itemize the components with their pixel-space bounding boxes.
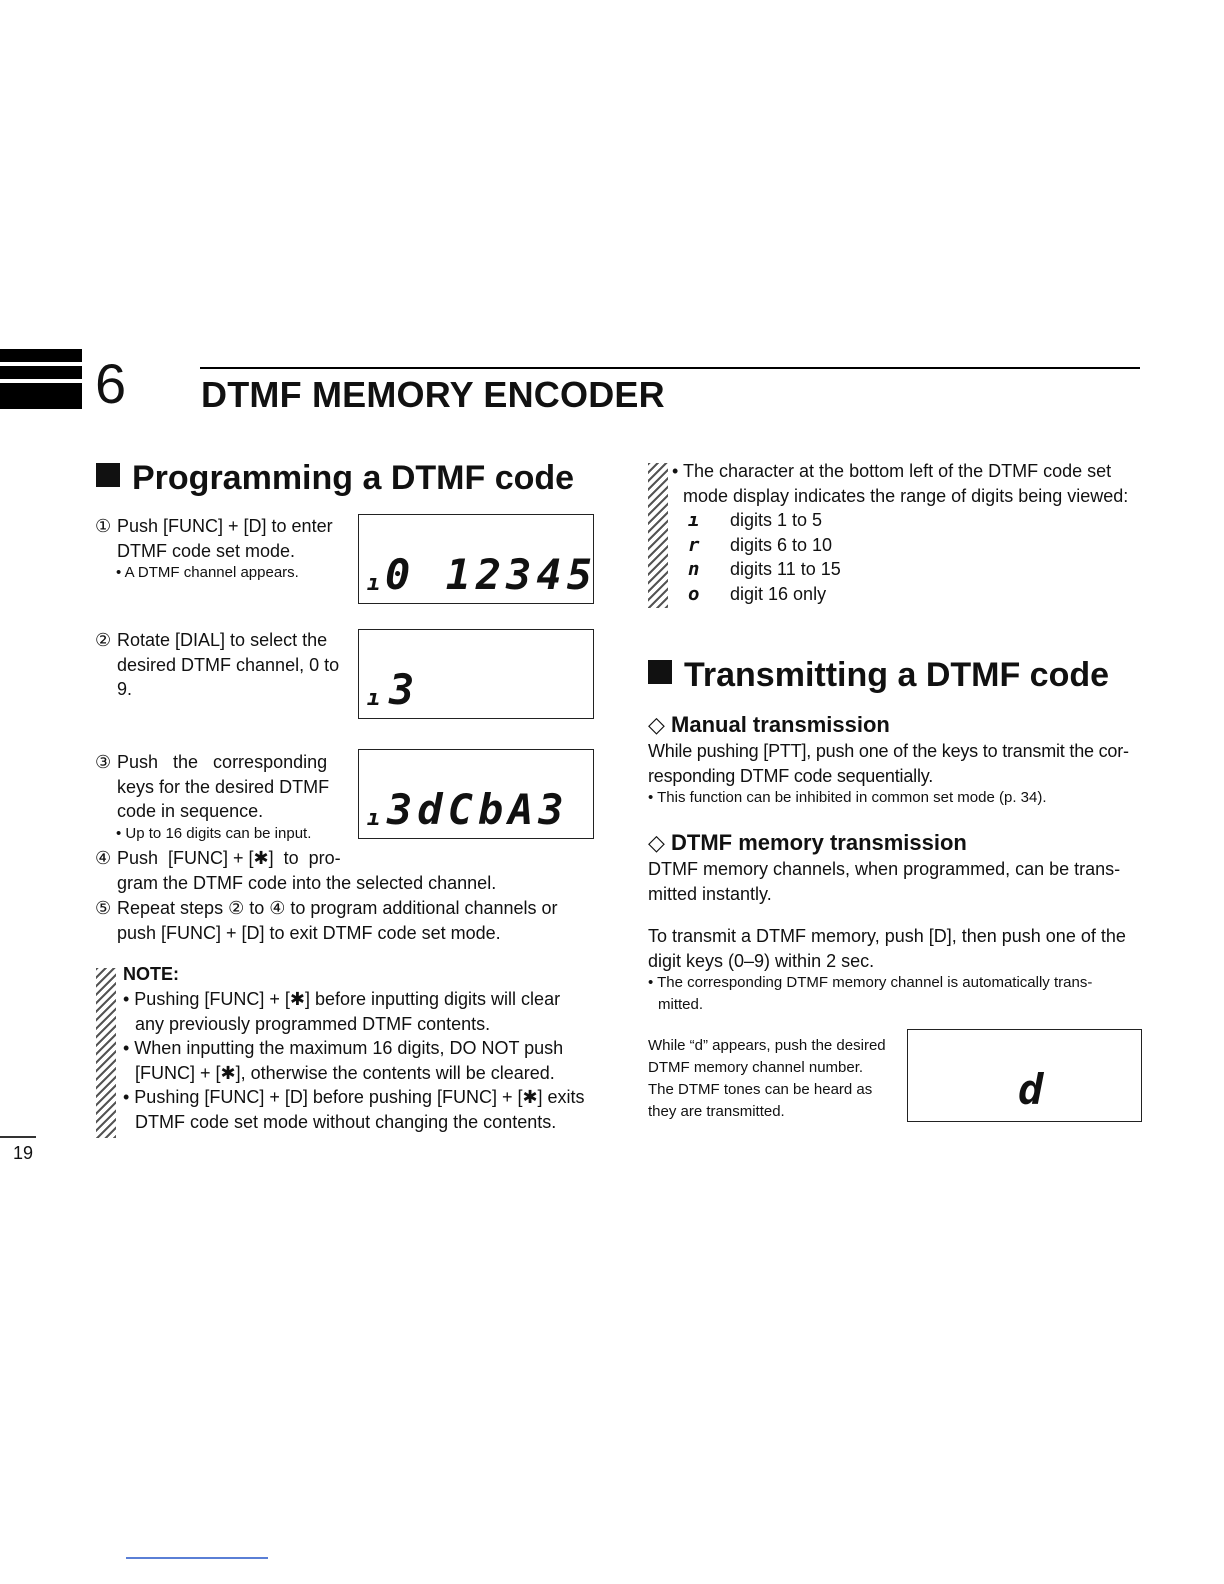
lcd-value: 3 [389,665,420,714]
range-text: digits 11 to 15 [730,559,841,579]
memory-transmission-steps [648,924,1168,973]
section-title-text: Transmitting a DTMF code [684,656,1110,694]
chapter-tab-bar-middle [0,366,82,379]
step-text: Push [FUNC] + [D] to enter [117,516,333,536]
step-text: Repeat steps ② to ④ to program additional channels or [117,898,558,918]
note-line: mitted. [658,996,704,1013]
body-line: digit keys (0–9) within 2 sec. [648,950,875,971]
range-text: digits 1 to 5 [730,510,823,530]
step-text: desired DTMF channel, 0 to [117,654,340,675]
chapter-title: DTMF MEMORY ENCODER [201,374,665,415]
manual-transmission-text [648,739,1168,788]
step-text: 9. [117,679,133,699]
range-symbol: ı [688,509,700,531]
memory-display-caption [648,1035,906,1123]
lcd-display-2 [358,629,594,719]
lcd-value: 3dCbA3 [387,785,569,834]
note-list [123,987,613,1134]
digit-range-row [672,508,1152,533]
memory-transmission-text [648,857,1168,906]
step-5 [95,896,615,945]
digit-range-info [672,459,1152,606]
note-item: • When inputting the maximum 16 digits, DO NOT push [123,1038,564,1058]
body-line: To transmit a DTMF memory, push [D], then push one of the [648,926,1126,946]
section-title-transmitting [648,655,1109,695]
note-hatch-marker [96,968,116,1138]
lcd-value: 0 12345 [385,550,598,599]
digit-range-intro: mode display indicates the range of digits being viewed: [683,485,1129,506]
digit-range-intro: • The character at the bottom left of the DTMF code set [672,461,1112,481]
chapter-tab-bar-top [0,349,82,362]
info-hatch-marker [648,463,668,608]
step-number: ② [95,630,112,650]
step-text: Rotate [DIAL] to select the [117,630,328,650]
step-number: ③ [95,752,112,772]
body-line: mitted instantly. [648,883,772,904]
step-2 [95,628,357,702]
caption-line: they are transmitted. [648,1103,785,1120]
step-number: ④ [95,848,112,868]
page-number: 19 [13,1143,34,1163]
footer-rule [0,1136,36,1138]
body-line: responding DTMF code sequentially. [648,765,934,786]
chapter-number: 6 [95,352,127,415]
memory-transmission-heading: ◇ DTMF memory transmission [648,830,967,855]
lcd-range-indicator: ı [367,806,381,831]
section-title-programming [96,458,574,498]
chapter-rule [200,367,1140,369]
step-1-note: • A DTMF channel appears. [116,564,299,581]
lcd-display-memory [907,1029,1142,1122]
lcd-value: d [1018,1065,1049,1114]
range-text: digits 6 to 10 [730,534,833,555]
step-text: gram the DTMF code into the selected channel. [117,872,497,893]
lcd-range-indicator: ı [367,686,381,711]
step-number: ① [95,516,112,536]
chapter-tab-bar-bottom [0,383,82,409]
range-text: digit 16 only [730,583,827,604]
scan-underline [126,1557,268,1559]
note-title: NOTE: [123,964,179,984]
note-line: • The corresponding DTMF memory channel is automatically trans- [648,974,1093,991]
step-text: Push [FUNC] + [✱] to pro- [117,848,341,868]
range-symbol: o [688,582,700,605]
note-item: • Pushing [FUNC] + [✱] before inputting digits will clear [123,989,561,1009]
memory-transmission-note [648,972,1168,1016]
digit-range-row [672,533,1152,558]
manual-transmission-note: • This function can be inhibited in common set mode (p. 34). [648,789,1047,806]
step-3 [95,750,357,824]
caption-line: The DTMF tones can be heard as [648,1081,873,1098]
note-item: DTMF code set mode without changing the contents. [135,1111,557,1132]
step-text: Push the corresponding [117,752,328,772]
lcd-display-1 [358,514,598,604]
step-1 [95,514,357,563]
square-bullet-icon [96,463,120,487]
range-symbol: r [688,533,700,556]
range-symbol: n [688,558,700,580]
step-text: push [FUNC] + [D] to exit DTMF code set mode. [117,922,501,943]
caption-line: DTMF memory channel number. [648,1059,864,1076]
digit-range-row [672,557,1152,582]
caption-line: While “d” appears, push the desired [648,1037,886,1054]
manual-transmission-heading: ◇ Manual transmission [648,712,890,737]
body-line: DTMF memory channels, when programmed, can be trans- [648,859,1121,879]
lcd-display-3 [358,749,594,839]
note-item: [FUNC] + [✱], otherwise the contents will be cleared. [135,1062,555,1083]
body-line: While pushing [PTT], push one of the keys to transmit the cor- [648,741,1129,761]
note-item: any previously programmed DTMF contents. [135,1013,491,1034]
section-title-text: Programming a DTMF code [132,459,575,497]
digit-range-row [672,582,1152,607]
step-4 [95,846,615,895]
step-3-note: • Up to 16 digits can be input. [116,825,312,842]
square-bullet-icon [648,660,672,684]
step-number: ⑤ [95,898,112,918]
step-text: DTMF code set mode. [117,540,296,561]
step-text: keys for the desired DTMF [117,776,330,797]
note-item: • Pushing [FUNC] + [D] before pushing [FUNC] + [✱] exits [123,1087,585,1107]
step-text: code in sequence. [117,801,264,821]
lcd-range-indicator: ı [367,571,381,596]
